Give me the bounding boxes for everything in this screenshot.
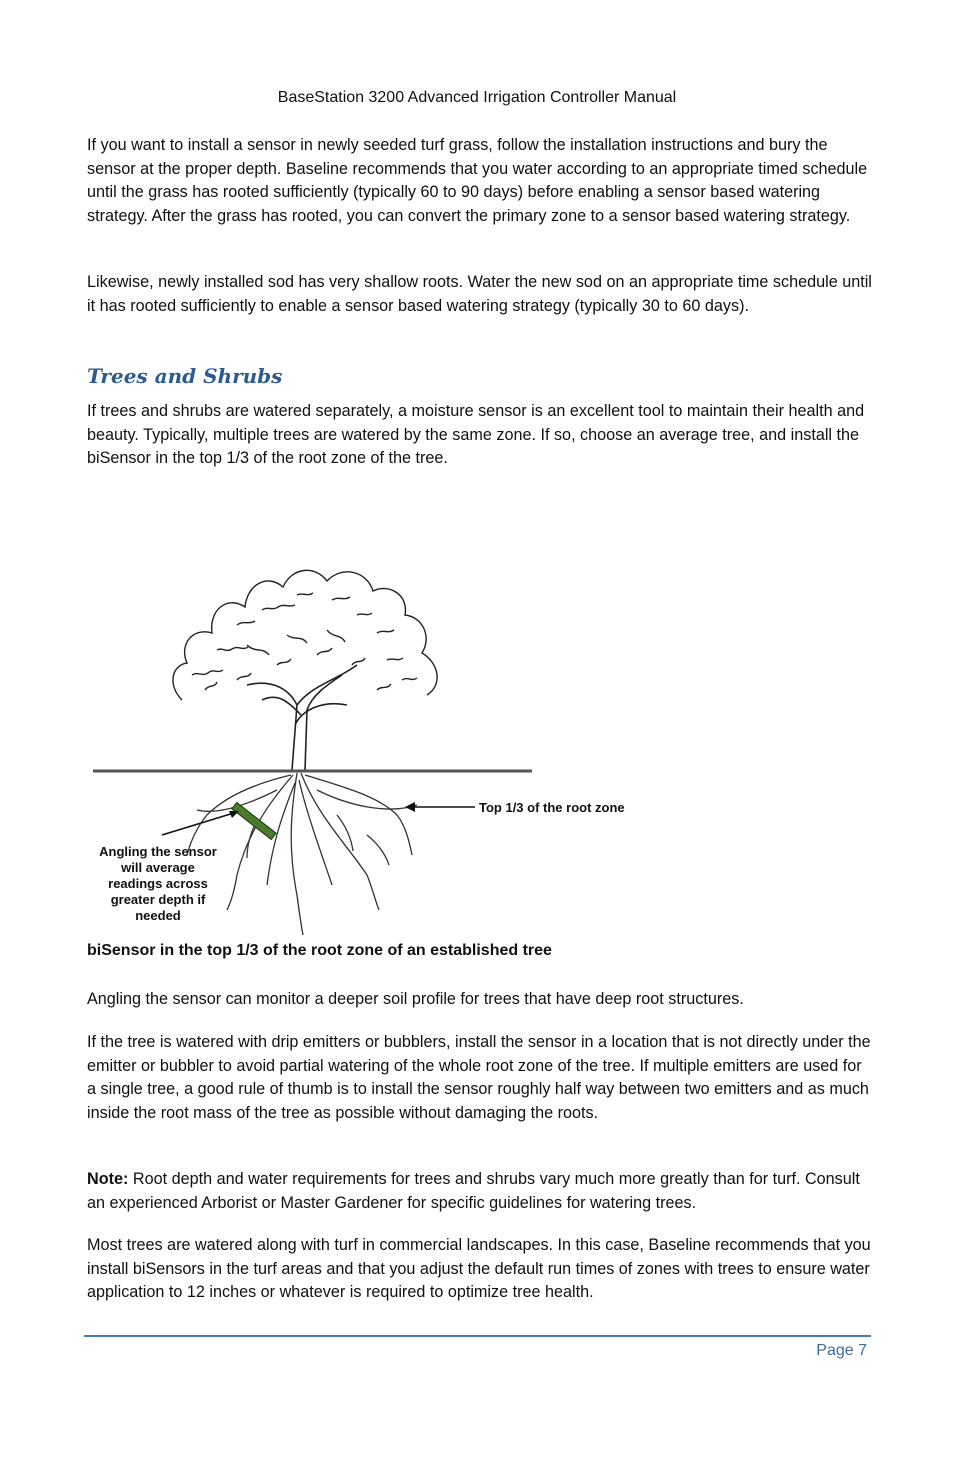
angle-label-line: needed: [135, 908, 181, 923]
root-zone-label: Top 1/3 of the root zone: [479, 800, 625, 815]
paragraph-seeded-turf: If you want to install a sensor in newly seeded turf grass, follow the installation instructions and bury the sensor at the proper depth. Baseline recommends that you water according to an appropriate timed schedule until the grass has rooted sufficiently (typically 60 to 90 days) before enabling a sensor based watering strategy. After the grass has rooted, you can convert the primary zone to a sensor based watering strategy.: [87, 136, 868, 225]
section-heading: Trees and Shrubs: [87, 364, 283, 388]
angle-label-line: readings across: [108, 876, 208, 891]
tree-canopy: [173, 570, 437, 700]
paragraph-sod: Likewise, newly installed sod has very shallow roots. Water the new sod on an appropriate time schedule until it has rooted sufficiently to enable a sensor based watering strategy (typically 30 to 60 days).: [87, 273, 872, 315]
bisensor: [232, 802, 276, 839]
angle-label-line: Angling the sensor: [99, 844, 217, 859]
paragraph-note: [87, 1168, 872, 1215]
page-number: Page 7: [816, 1342, 867, 1359]
paragraph-commercial: Most trees are watered along with turf in commercial landscapes. In this case, Baseline recommends that you install biSensors in the turf areas and that you adjust the default run times of zones with trees to ensure water application to 12 inches or whatever is required to optimize tree health.: [87, 1236, 871, 1302]
tree-root-zone-figure: [87, 515, 647, 940]
angle-label: [99, 844, 217, 923]
angle-label-line: greater depth if: [110, 892, 206, 907]
note-label: Note:: [87, 1170, 129, 1188]
note-text: Root depth and water requirements for trees and shrubs vary much more greatly than for turf. Consult an experienced Arborist or Master Gardener for specific guidelines for watering trees.: [87, 1170, 860, 1212]
sensor-arrow: [162, 812, 237, 835]
running-header: BaseStation 3200 Advanced Irrigation Controller Manual: [277, 89, 677, 106]
paragraph-drip-emitters: If the tree is watered with drip emitters or bubblers, install the sensor in a location that is not directly under the emitter or bubbler to avoid partial watering of the whole root zone of the tree. If multiple emitters are used for a single tree, a good rule of thumb is to install the sensor roughly half way between two emitters and as much inside the root mass of the tree as possible without damaging the roots.: [87, 1033, 871, 1122]
sensor-arrowhead: [229, 811, 239, 818]
paragraph-angling: Angling the sensor can monitor a deeper soil profile for trees that have deep root structures.: [87, 990, 744, 1008]
angle-label-line: will average: [121, 860, 195, 875]
footer-rule: [84, 1335, 871, 1337]
figure-caption: biSensor in the top 1/3 of the root zone of an established tree: [87, 942, 552, 959]
paragraph-trees-shrubs: If trees and shrubs are watered separately, a moisture sensor is an excellent tool to maintain their health and beauty. Typically, multiple trees are watered by the same zone. If so, choose an average tree, and install the biSensor in the top 1/3 of the root zone of the tree.: [87, 402, 865, 468]
tree-trunk: [247, 665, 357, 770]
tree-roots: [187, 773, 417, 935]
tree-illustration: [87, 515, 647, 940]
root-zone-arrowhead: [405, 802, 415, 812]
